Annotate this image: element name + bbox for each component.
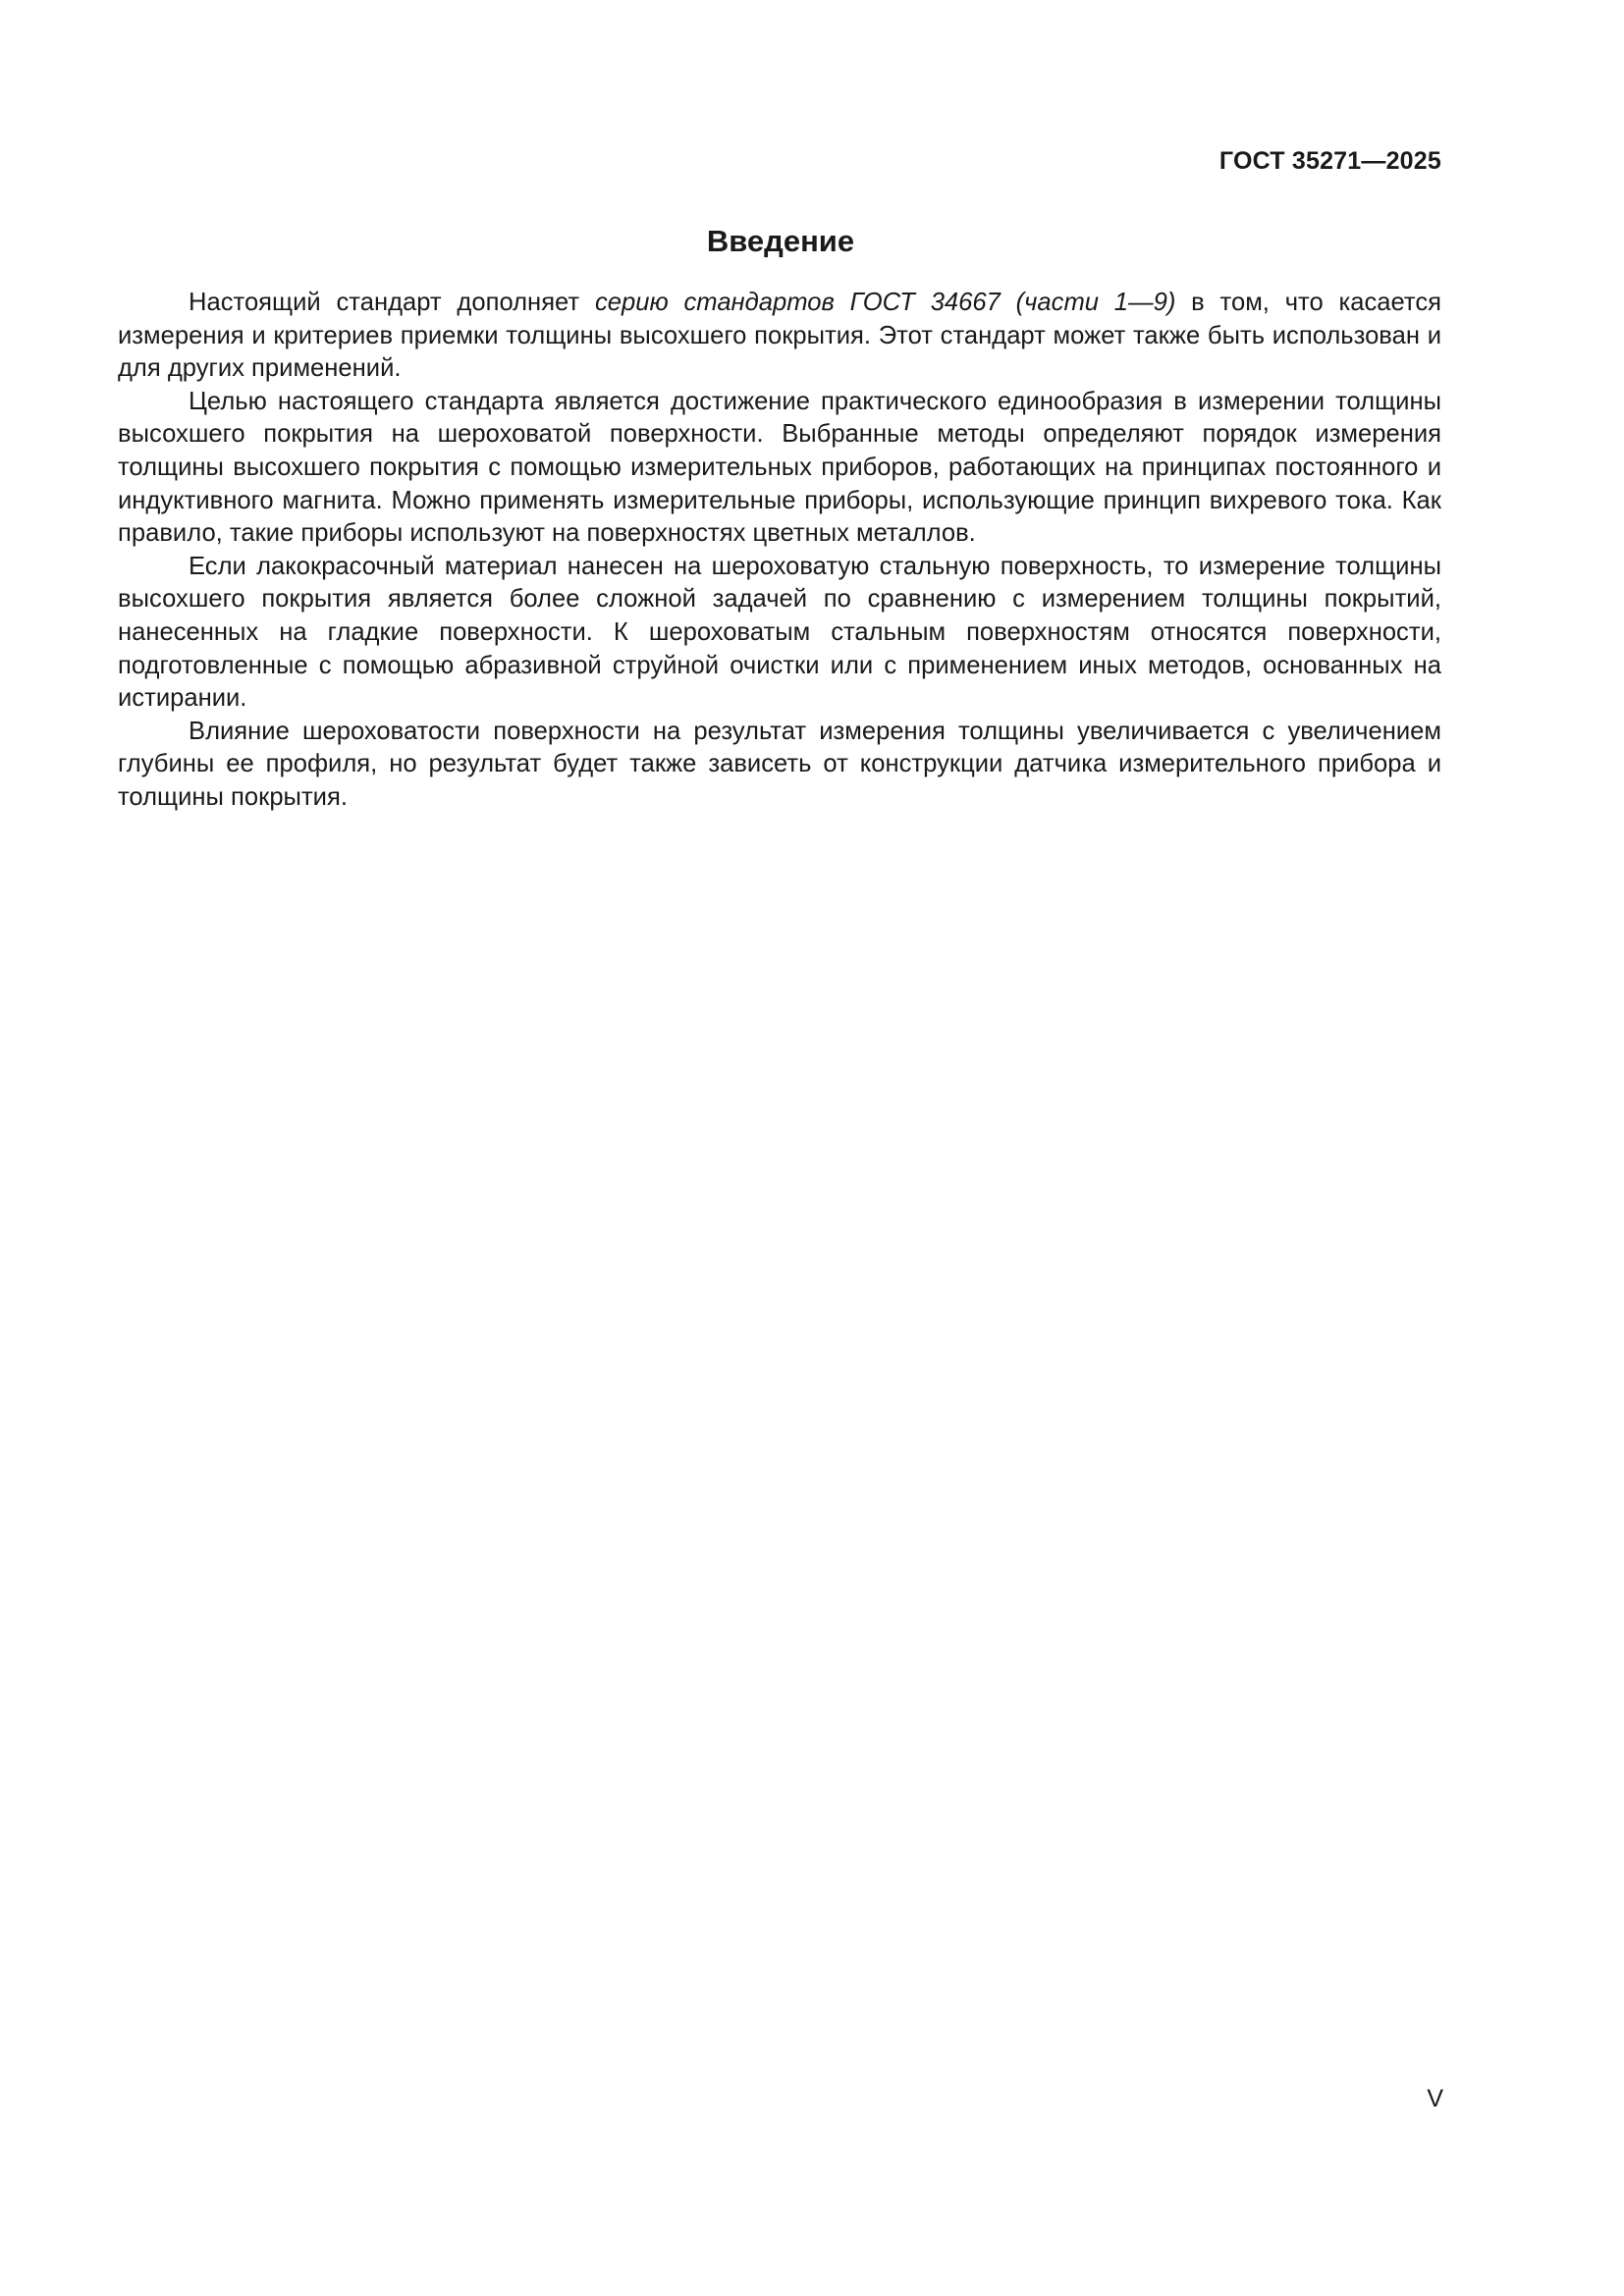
page-number: V bbox=[1427, 2085, 1443, 2112]
document-code: ГОСТ 35271—2025 bbox=[1218, 147, 1441, 175]
paragraph-3: Если лакокрасочный материал нанесен на шероховатую стальную поверхность, то измерение толщины высохшего покрытия является более сложной задачей по сравнению с измерением толщины покрытий, нанесенных на гладкие поверхности. К шероховатым стальным поверхностям относятся поверхности, подготовленные с помощью абразивной струйной очистки или с применением иных методов, основанных на истирании. bbox=[118, 552, 1441, 713]
body-text bbox=[118, 287, 1441, 815]
section-title: Введение bbox=[706, 224, 855, 258]
paragraph-1-end: в том, что касается измерения и критериев приемки толщины высохшего покрытия. Этот стандарт может также быть использован и для других применений. bbox=[118, 289, 1441, 383]
paragraph-1-start: Настоящий стандарт дополняет bbox=[189, 289, 595, 316]
paragraph-1 bbox=[118, 287, 1441, 386]
paragraph-4: Влияние шероховатости поверхности на результат измерения толщины увеличивается с увеличением глубины ее профиля, но результат будет также зависеть от конструкции датчика измерительного прибора и толщины покрытия. bbox=[118, 717, 1441, 811]
standard-series-reference: серию стандартов ГОСТ 34667 (части 1—9) bbox=[594, 289, 1176, 316]
paragraph-2: Целью настоящего стандарта является достижение практического единообразия в измерении толщины высохшего покрытия на шероховатой поверхности. Выбранные методы определяют порядок измерения толщины высохшего покрытия с помощью измерительных приборов, работающих на принципах постоянного и индуктивного магнита. Можно применять измерительные приборы, использующие принцип вихревого тока. Как правило, такие приборы используют на поверхностях цветных металлов. bbox=[118, 387, 1441, 548]
